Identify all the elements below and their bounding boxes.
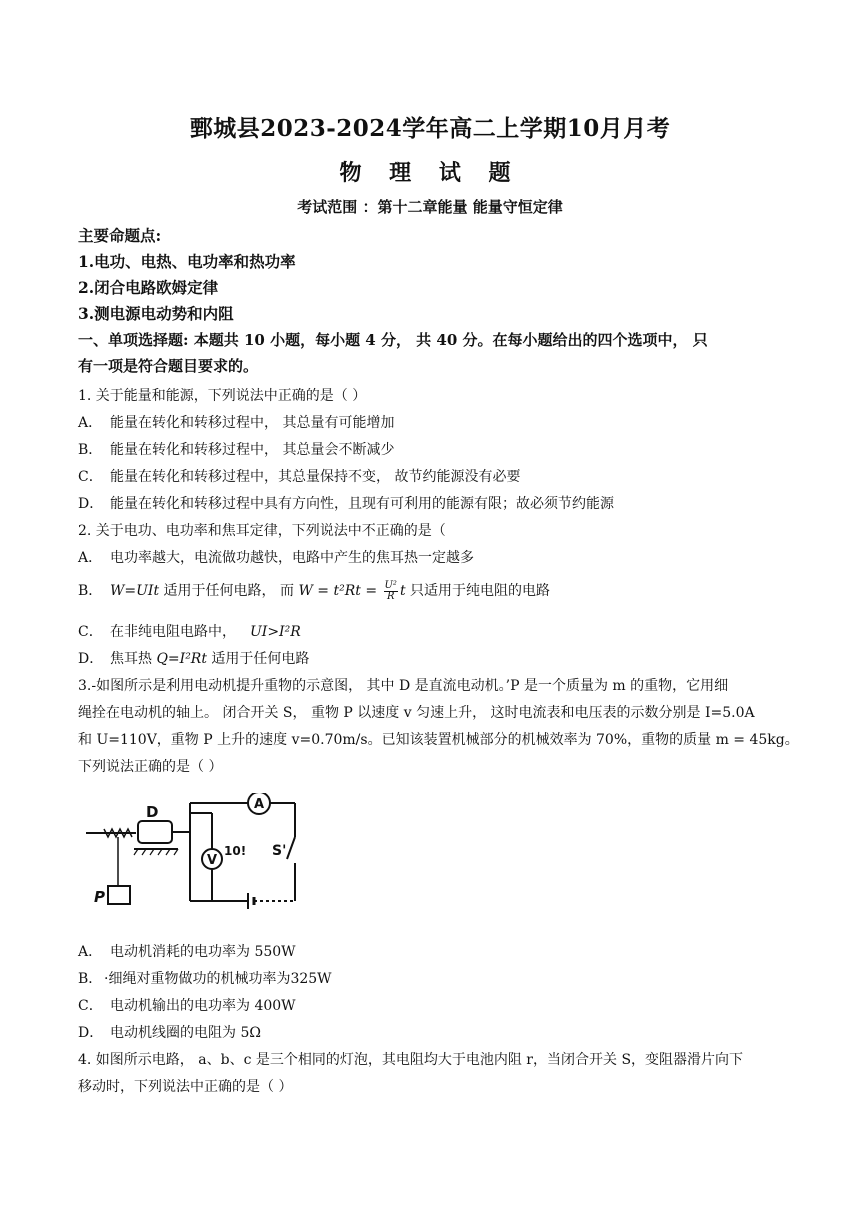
option-text: ·细绳对重物做功的机械功率为325W (104, 971, 332, 987)
exam-scope: 考试范围 ：第十二章能量 能量守恒定律 (297, 198, 563, 216)
q3-option-b (78, 968, 788, 988)
q2-option-b (78, 580, 788, 602)
formula: UI>I²R (250, 624, 301, 640)
option-text-1: 适用于任何电路， 而 (159, 583, 299, 599)
option-letter: C． (78, 624, 103, 640)
key-point-2: 2.闭合电路欧姆定律 (78, 278, 219, 297)
fraction (384, 581, 398, 602)
option-letter: C． (78, 469, 103, 485)
option-letter: B． (78, 583, 103, 599)
voltmeter-reading: 10! (224, 844, 247, 858)
option-text: 能量在转化和转移过程中， 其总量会不断减少 (110, 442, 395, 458)
q1-option-c (78, 466, 788, 486)
formula-w-uit: W=UIt (110, 583, 160, 599)
q1-stem: 1. 关于能量和能源，下列说法中正确的是（ ） (78, 388, 367, 404)
section-heading-line1: 一、单项选择题: 本题共 10 小题，每小题 4 分， 共 40 分。在每小题给出的四个选项中， 只 (78, 331, 708, 349)
q1-option-d (78, 493, 788, 513)
option-letter: C． (78, 998, 103, 1014)
option-text: 电动机输出的电功率为 400W (110, 998, 296, 1014)
fraction-denominator: R (386, 590, 395, 602)
q1-option-b (78, 439, 788, 459)
q2-option-c (78, 621, 788, 641)
q3-line-2: 绳拴在电动机的轴上。 闭合开关 S， 重物 P 以速度 v 匀速上升， 这时电流表和电压表的示数分别是 I=5.0A (78, 705, 755, 721)
exam-subtitle: 物 理 试 题 (339, 160, 521, 186)
q2-stem: 2. 关于电功、电功率和焦耳定律，下列说法中不正确的是（ (78, 523, 446, 539)
weight-label: P (94, 888, 105, 906)
option-letter: A． (78, 944, 103, 960)
formula-lhs: W = t²Rt = (298, 583, 382, 599)
motor-body (138, 821, 172, 843)
q3-line-3: 和 U=110V，重物 P 上升的速度 v=0.70m/s。已知该装置机械部分的机械效率为 70%，重物的质量 m = 45kg。 (78, 732, 799, 748)
q3-line-1: 3.-如图所示是利用电动机提升重物的示意图， 其中 D 是直流电动机。’P 是一个质量为 m 的重物，它用细 (78, 678, 729, 694)
q4-line-1: 4. 如图所示电路， a、b、c 是三个相同的灯泡，其电阻均大于电池内阻 r，当闭合开关 S，变阻器滑片向下 (78, 1052, 744, 1068)
q2-option-a (78, 547, 788, 567)
option-text-1: 焦耳热 (110, 651, 157, 667)
motor-circuit-diagram (82, 793, 312, 913)
option-text: 在非纯电阻电路中， (110, 624, 236, 640)
exam-title: 鄄城县2023-2024学年高二上学期10月月考 (189, 115, 671, 142)
option-text-2: 适用于任何电路 (206, 651, 310, 667)
option-text: 能量在转化和转移过程中具有方向性，且现有可利用的能源有限；故必须节约能源 (110, 496, 614, 512)
option-letter: A． (78, 415, 103, 431)
voltmeter-label: V (207, 853, 218, 868)
switch-blade (287, 837, 295, 859)
q1-option-a (78, 412, 788, 432)
formula-tail: t (399, 583, 406, 599)
option-text: 电动机消耗的电功率为 550W (110, 944, 296, 960)
option-text: 电功率越大，电流做功越快，电路中产生的焦耳热一定越多 (110, 550, 474, 566)
option-text: 能量在转化和转移过程中，其总量保持不变， 故节约能源没有必要 (110, 469, 521, 485)
formula: Q=I²Rt (156, 651, 207, 667)
q3-option-a (78, 941, 788, 961)
fraction-numerator: U² (384, 579, 397, 591)
switch-label: S' (272, 843, 287, 859)
option-text: 电动机线圈的电阻为 5Ω (110, 1025, 261, 1041)
section-heading-line2: 有一项是符合题目要求的。 (78, 357, 259, 375)
option-letter: D． (78, 1025, 104, 1041)
option-text-2: 只适用于纯电阻的电路 (405, 583, 551, 599)
motor-label: D (146, 803, 159, 821)
option-letter: D． (78, 651, 104, 667)
q4-line-2: 移动时，下列说法中正确的是（ ） (78, 1079, 293, 1095)
weight-block (108, 886, 130, 904)
option-letter: D． (78, 496, 104, 512)
option-letter: B． (78, 971, 103, 987)
q3-line-4: 下列说法正确的是（ ） (78, 759, 223, 775)
q3-option-d (78, 1022, 788, 1042)
ammeter-label: A (254, 797, 265, 812)
key-points-heading: 主要命题点: (78, 226, 162, 245)
q2-option-d (78, 648, 788, 668)
option-letter: A． (78, 550, 103, 566)
option-text: 能量在转化和转移过程中， 其总量有可能增加 (110, 415, 395, 431)
key-point-3: 3.测电源电动势和内阻 (78, 304, 234, 323)
q3-option-c (78, 995, 788, 1015)
key-point-1: 1.电功、电热、电功率和热功率 (78, 252, 296, 271)
option-letter: B． (78, 442, 103, 458)
